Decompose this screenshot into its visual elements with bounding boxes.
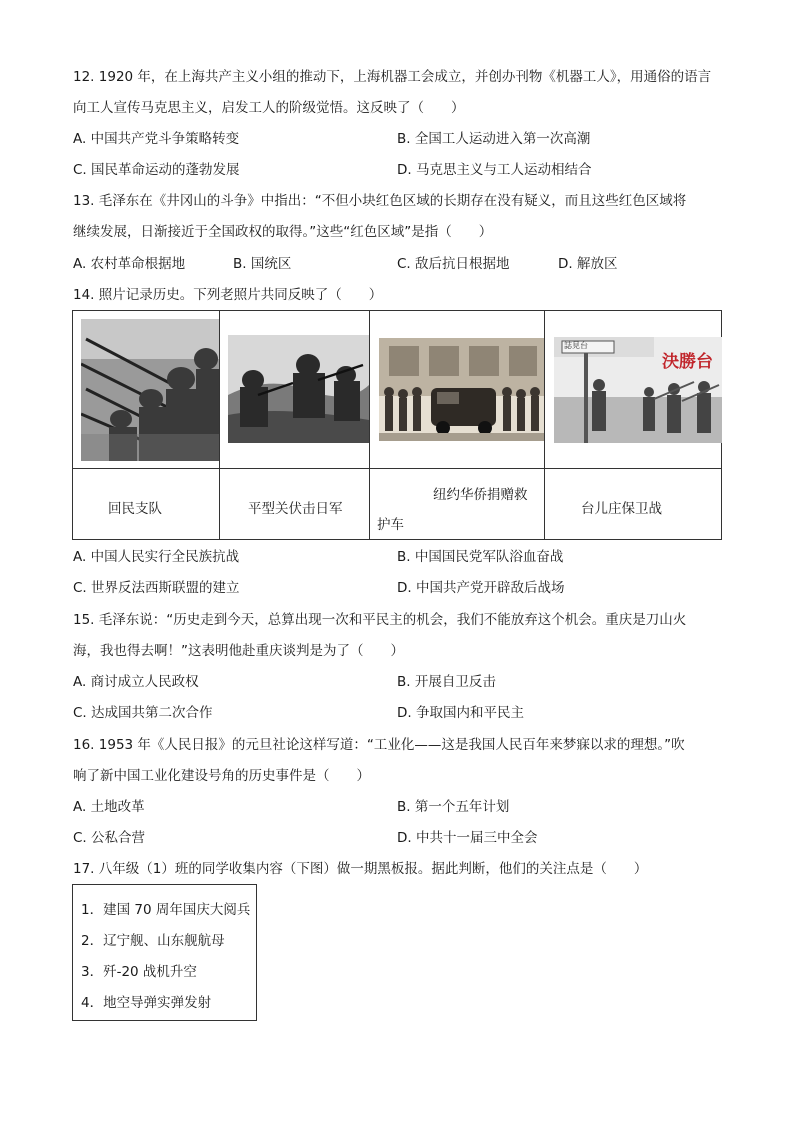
table-row-divider [73, 468, 721, 469]
q15-option-b: B. 开展自卫反击 [397, 674, 496, 690]
q14-stem: 14. 照片记录历史。下列老照片共同反映了（ ） [73, 287, 383, 303]
q13-option-a: A. 农村革命根据地 [73, 256, 186, 272]
q12-option-a: A. 中国共产党斗争策略转变 [73, 131, 240, 147]
blackboard-content-box [72, 884, 257, 1021]
q15-stem-line1: 15. 毛泽东说：“历史走到今天，总算出现一次和平民主的机会，我们不能放弃这个机会。重庆是刀山火 [73, 612, 687, 628]
q13-option-d: D. 解放区 [558, 256, 618, 272]
q16-option-b: B. 第一个五年计划 [397, 799, 510, 815]
q13-option-b: B. 国统区 [233, 256, 292, 272]
q17-stem: 17. 八年级（1）班的同学收集内容（下图）做一期黑板报。据此判断，他们的关注点是（ ） [73, 861, 648, 877]
box-item-2: 2．辽宁舰、山东舰航母 [81, 933, 225, 949]
q13-option-c: C. 敌后抗日根据地 [397, 256, 510, 272]
q12-option-d: D. 马克思主义与工人运动相结合 [397, 162, 592, 178]
q12-option-b: B. 全国工人运动进入第一次高潮 [397, 131, 591, 147]
q14-option-c: C. 世界反法西斯联盟的建立 [73, 580, 240, 596]
caption-3-line2: 护车 [377, 517, 404, 533]
photo-ny-ambulance [379, 338, 544, 441]
q12-option-c: C. 国民革命运动的蓬勃发展 [73, 162, 240, 178]
q14-option-b: B. 中国国民党军队浴血奋战 [397, 549, 564, 565]
photo-pingxingguan [228, 335, 369, 443]
q16-option-a: A. 土地改革 [73, 799, 145, 815]
photo4-banner-text: 決勝台 [662, 352, 713, 372]
box-item-3: 3．歼-20 战机升空 [81, 964, 197, 980]
photo-taierzhuang [554, 337, 722, 443]
q12-stem-line2: 向工人宣传马克思主义，启发工人的阶级觉悟。这反映了（ ） [73, 100, 465, 116]
q14-option-d: D. 中国共产党开辟敌后战场 [397, 580, 565, 596]
q15-option-c: C. 达成国共第二次合作 [73, 705, 213, 721]
box-item-4: 4．地空导弹实弹发射 [81, 995, 212, 1011]
q16-stem-line1: 16. 1953 年《人民日报》的元旦社论这样写道：“工业化——这是我国人民百年来梦寐以求的理想。”吹 [73, 737, 685, 753]
photo-hui-detachment [81, 319, 219, 461]
q14-option-a: A. 中国人民实行全民族抗战 [73, 549, 240, 565]
q13-stem-line2: 继续发展，日渐接近于全国政权的取得。”这些“红色区域”是指（ ） [73, 224, 493, 240]
caption-3-line1: 纽约华侨捐赠救 [433, 487, 528, 503]
q15-option-a: A. 商讨成立人民政权 [73, 674, 199, 690]
box-item-1: 1．建国 70 周年国庆大阅兵 [81, 902, 251, 918]
q12-stem-line1: 12. 1920 年，在上海共产主义小组的推动下，上海机器工会成立，并创办刊物《机器工人》，用通俗的语言 [73, 69, 712, 85]
q16-option-d: D. 中共十一届三中全会 [397, 830, 538, 846]
q15-option-d: D. 争取国内和平民主 [397, 705, 524, 721]
caption-2: 平型关伏击日军 [248, 501, 343, 517]
q16-stem-line2: 响了新中国工业化建设号角的历史事件是（ ） [73, 768, 370, 784]
caption-4: 台儿庄保卫战 [581, 501, 662, 517]
q16-option-c: C. 公私合营 [73, 830, 146, 846]
photo-table [72, 310, 722, 540]
q15-stem-line2: 海，我也得去啊！”这表明他赴重庆谈判是为了（ ） [73, 643, 404, 659]
caption-1: 回民支队 [108, 501, 162, 517]
photo4-sign-text: 誌見台 [564, 341, 588, 350]
q13-stem-line1: 13. 毛泽东在《井冈山的斗争》中指出：“不但小块红色区域的长期存在没有疑义，而且这些红色区域将 [73, 193, 687, 209]
